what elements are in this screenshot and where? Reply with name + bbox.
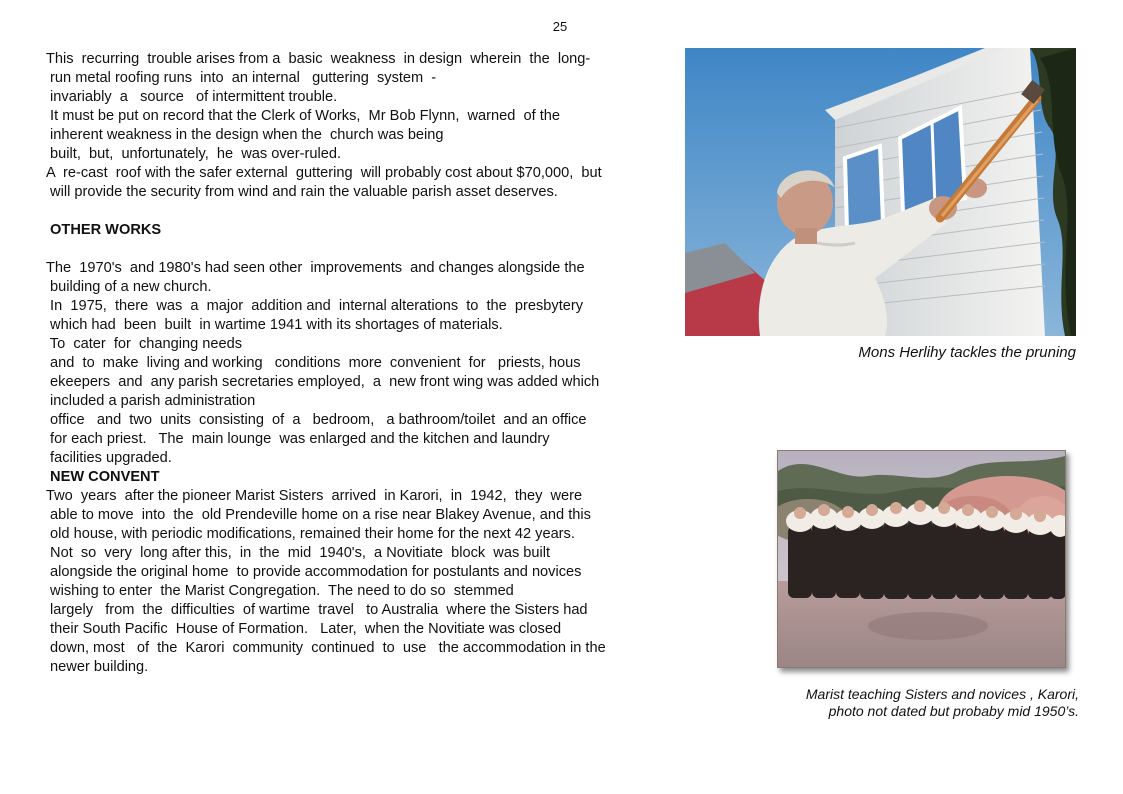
body-line: In 1975, there was a major addition and internal alterations to the presbytery [46,298,584,314]
body-line: ekeepers and any parish secretaries employed, a new front wing was added which [46,374,600,390]
body-line: office and two units consisting of a bedroom, a bathroom/toilet and an office [46,412,587,428]
caption-line: Marist teaching Sisters and novices , Karori, [805,686,1079,702]
body-line: A re-cast roof with the safer external guttering will probably cost about $70,000, but [46,165,602,181]
body-line: old house, with periodic modifications, remained their home for the next 42 years. [46,526,575,542]
body-line: invariably a source of intermittent trouble. [46,89,338,105]
body-line: To cater for changing needs [46,336,243,352]
body-line: This recurring trouble arises from a basic weakness in design wherein the long- [46,51,591,67]
page-number: 25 [552,19,568,34]
body-line: It must be put on record that the Clerk of Works, Mr Bob Flynn, warned of the [46,108,560,124]
photo-man-pruning [685,48,1076,336]
body-line: facilities upgraded. [46,450,172,466]
caption-line: Mons Herlihy tackles the pruning [858,344,1076,361]
body-line: will provide the security from wind and rain the valuable parish asset deserves. [46,184,558,200]
body-text [46,50,646,677]
caption-line: photo not dated but probaby mid 1950’s. [828,703,1079,719]
body-line: and to make living and working conditions more convenient for priests, hous [46,355,581,371]
section-heading: NEW CONVENT [46,469,160,485]
body-line: newer building. [46,659,149,675]
photo-marist-sisters [777,450,1066,668]
body-line: their South Pacific House of Formation. Later, when the Novitiate was closed [46,621,562,637]
body-line: alongside the original home to provide accommodation for postulants and novices [46,564,582,580]
body-line: The 1970's and 1980's had seen other improvements and changes alongside the [46,260,585,276]
body-line: inherent weakness in the design when the church was being [46,127,444,143]
caption-photo-man-pruning [685,344,1076,361]
body-line: down, most of the Karori community continued to use the accommodation in the [46,640,606,656]
section-heading: OTHER WORKS [46,222,162,238]
body-line: Not so very long after this, in the mid 1940's, a Novitiate block was built [46,545,551,561]
body-line: able to move into the old Prendeville home on a rise near Blakey Avenue, and this [46,507,591,523]
body-line: run metal roofing runs into an internal guttering system - [46,70,437,86]
body-line [46,202,646,221]
body-line: largely from the difficulties of wartime travel to Australia where the Sisters had [46,602,588,618]
body-line: included a parish administration [46,393,256,409]
body-line [46,240,646,259]
body-line: built, but, unfortunately, he was over-ruled. [46,146,342,162]
body-line: for each priest. The main lounge was enlarged and the kitchen and laundry [46,431,550,447]
body-line: which had been built in wartime 1941 with its shortages of materials. [46,317,503,333]
body-line: Two years after the pioneer Marist Sisters arrived in Karori, in 1942, they were [46,488,583,504]
body-line: wishing to enter the Marist Congregation. The need to do so stemmed [46,583,514,599]
body-line: building of a new church. [46,279,212,295]
caption-photo-marist-sisters [760,686,1079,720]
